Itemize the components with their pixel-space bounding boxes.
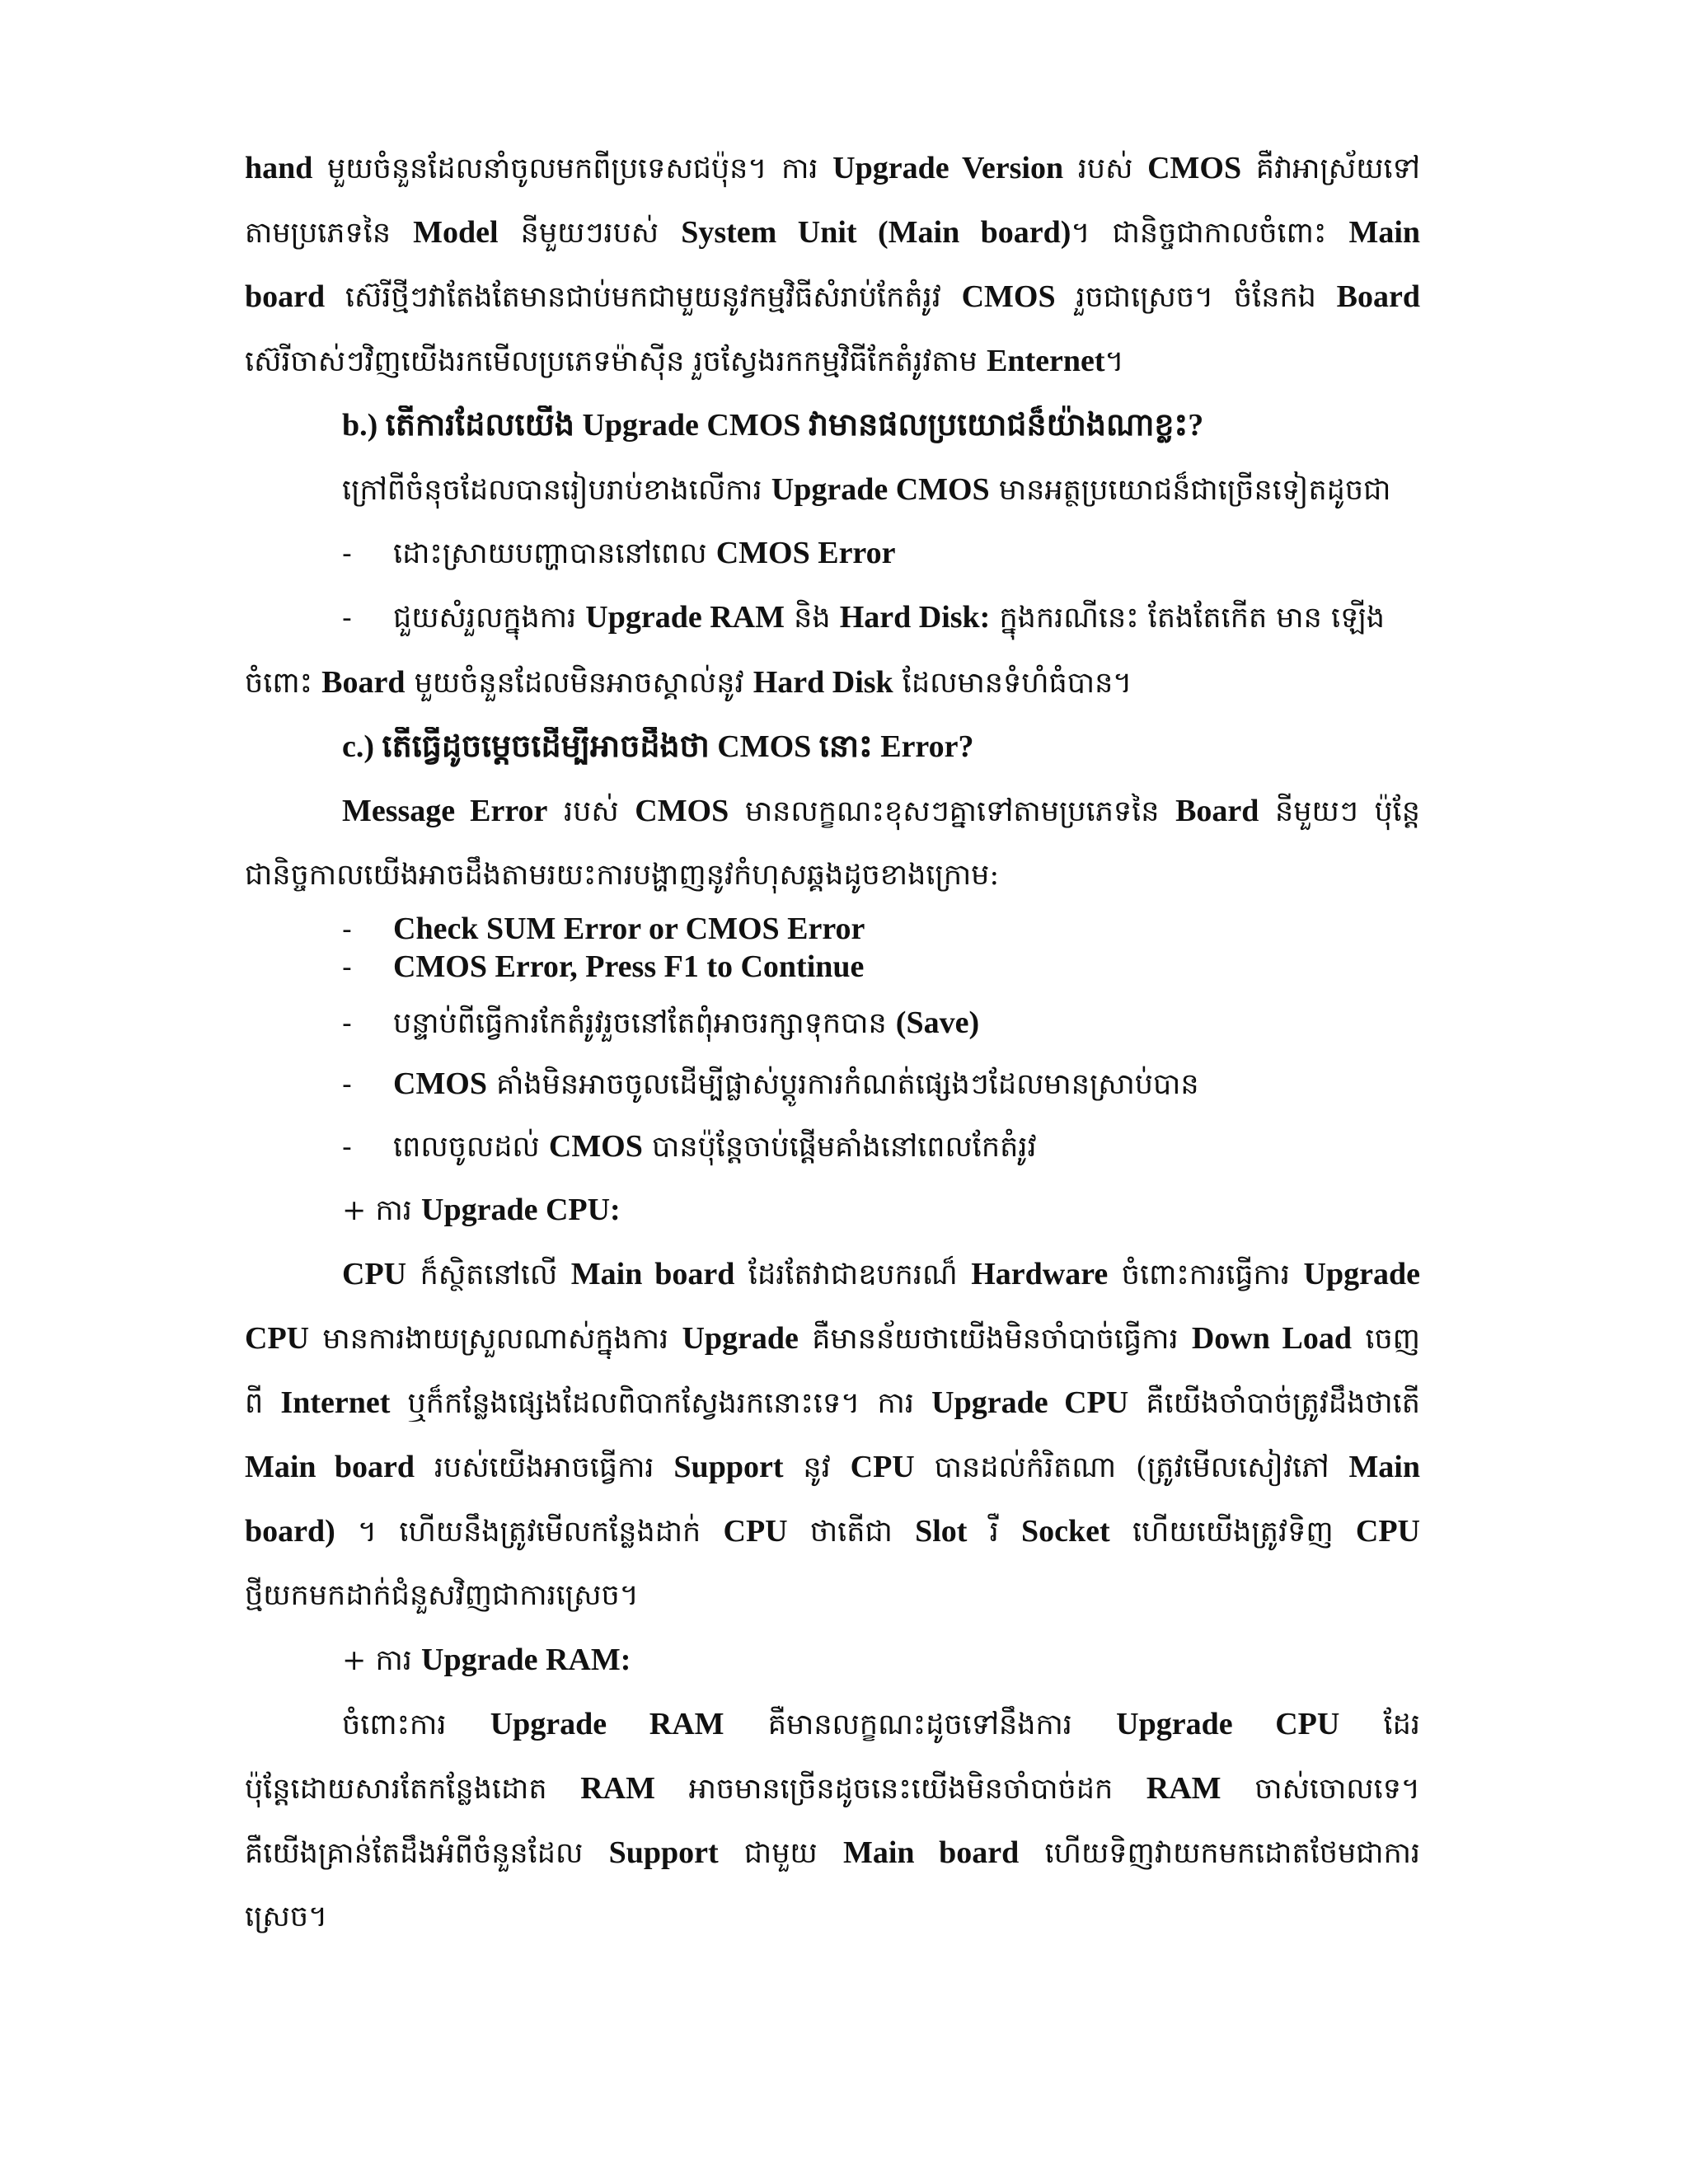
- bold-text-run: CPU: [723, 1514, 788, 1549]
- bold-text-run: CPU: [342, 1257, 407, 1291]
- bold-text-run: Hard Disk: [753, 665, 893, 700]
- text-run: ស៊េរីថ្មីៗវាតែងតែមានជាប់មកជាមួយនូវកម្មវិធីសំរាប់កែតំរូវ: [325, 281, 962, 314]
- bold-text-run: Hard Disk:: [839, 600, 991, 635]
- text-run: ចេញ: [1352, 1323, 1420, 1356]
- text-run: ដែលមានទំហំធំបាន។: [893, 667, 1132, 700]
- bold-text-run: Enternet: [987, 344, 1105, 378]
- text-run: គឺមានន័យថាយើងមិនចាំបាច់ធ្វើការ: [798, 1323, 1192, 1356]
- bold-text-run: Upgrade: [1303, 1257, 1420, 1291]
- text-run: ដែរតែវាជាឧបករណ៏: [734, 1258, 972, 1291]
- text-run: នូវ: [783, 1451, 851, 1484]
- section-heading-cpu: [342, 1190, 1420, 1230]
- bullet-dash: -: [342, 1131, 352, 1164]
- text-run: + ការ: [342, 1644, 422, 1677]
- text-run: ស្រេច។: [245, 1900, 328, 1933]
- text-run: ពេលចូលដល់: [393, 1131, 549, 1164]
- paragraph-line: [342, 1704, 1420, 1745]
- text-run: មួយចំនួនដែលនាំចូលមកពីប្រទេសជប៉ុន។ ការ: [312, 152, 833, 185]
- bullet-text: [393, 951, 864, 984]
- bold-text-run: System Unit (Main board): [681, 215, 1071, 250]
- bullet-text: [393, 602, 1385, 635]
- bullet-item: [342, 1127, 1420, 1166]
- bullet-text: [393, 913, 865, 946]
- bold-text-run: Board: [1336, 279, 1420, 314]
- text-run: នីមួយៗ ប៉ុន្តែ: [1259, 795, 1420, 828]
- paragraph-line: [245, 1511, 1420, 1552]
- text-run: និង: [785, 602, 840, 635]
- text-run: ចំពោះការធ្វើការ: [1108, 1258, 1304, 1291]
- paragraph-line: [245, 1447, 1420, 1488]
- paragraph-line: [245, 1897, 1420, 1937]
- text-run: ក្រៅពីចំនុចដែលបានរៀបរាប់ខាងលើការ: [342, 474, 771, 507]
- bold-text-run: Upgrade RAM: [585, 600, 785, 635]
- text-run: ។ ជានិច្ចជាកាលចំពោះ: [1071, 217, 1349, 250]
- bold-text-run: Support: [673, 1450, 784, 1484]
- bold-text-run: CMOS: [1147, 151, 1242, 185]
- bold-text-run: Upgrade CPU: [1116, 1707, 1340, 1741]
- text-run: ជានិច្ចកាលយើងអាចដឹងតាមរយះការបង្ហាញនូវកំហុសឆ្គងដូចខាងក្រោម:: [245, 859, 1000, 892]
- bold-text-run: Main: [1348, 1450, 1420, 1484]
- bold-text-run: Upgrade CMOS: [771, 472, 990, 507]
- bold-text-run: Hardware: [971, 1257, 1109, 1291]
- text-run: អាចមានច្រើនដូចនេះយើងមិនចាំបាច់ដក: [654, 1773, 1146, 1806]
- text-run: គាំងមិនអាចចូលដើម្បីផ្លាស់ប្តូរការកំណត់ផ្សេងៗដែលមានស្រាប់បាន: [487, 1068, 1199, 1101]
- bold-text-run: Main board: [245, 1450, 415, 1484]
- paragraph-line: [245, 663, 1420, 703]
- text-run: ឬក៏កន្លែងផ្សេងដែលពិបាកស្វែងរកនោះទេ។ ការ: [390, 1387, 932, 1420]
- bullet-item: [342, 1065, 1420, 1104]
- bullet-item: [342, 1004, 1420, 1043]
- text-run: រួចជាស្រេច។ ចំនែកឯ: [1055, 281, 1337, 314]
- paragraph-line: [245, 855, 1420, 895]
- paragraph-line: [245, 277, 1420, 317]
- text-run: ដោះស្រាយបញ្ហាបាននៅពេល: [393, 537, 716, 570]
- text-run: នីមួយៗរបស់: [498, 217, 682, 250]
- text-run: គឺមានលក្ខណះដូចទៅនឹងការ: [724, 1708, 1117, 1741]
- text-run: បានប៉ុន្តែចាប់ផ្តើមគាំងនៅពេលកែតំរូវ: [642, 1131, 1037, 1164]
- bold-text-run: Main board: [570, 1257, 735, 1291]
- bold-text-run: Upgrade CPU: [931, 1385, 1129, 1420]
- text-run: ជួយសំរួលក្នុងការ: [393, 602, 586, 635]
- text-run: ដែរ: [1339, 1708, 1420, 1741]
- text-run: ថ្មីយកមកដាក់ជំនួសវិញជាការស្រេច។: [245, 1579, 639, 1612]
- bold-text-run: CMOS: [548, 1129, 643, 1164]
- section-heading-ram: [342, 1640, 1420, 1680]
- paragraph-line: [245, 1576, 1420, 1615]
- bold-text-run: Upgrade RAM: [490, 1707, 724, 1741]
- bold-text-run: Check SUM Error or CMOS Error: [393, 912, 865, 946]
- text-run: ស៊េរីចាស់ៗវិញយើងរកមើលប្រភេទម៉ាស៊ីន រួចស្វែងរកកម្មវិធីកែតំរូវតាម: [245, 345, 987, 378]
- bold-text-run: board): [245, 1514, 335, 1549]
- bold-text-run: Support: [608, 1835, 719, 1870]
- bold-text-run: CMOS: [635, 794, 729, 828]
- bullet-text: [393, 1131, 1037, 1164]
- bullet-dash: -: [342, 1068, 352, 1101]
- bold-text-run: RAM: [580, 1771, 655, 1806]
- bullet-text: [393, 1007, 979, 1040]
- text-run: ពី: [245, 1387, 281, 1420]
- bold-text-run: hand: [245, 151, 313, 185]
- bold-text-run: Model: [413, 215, 499, 250]
- text-run: របស់យើងអាចធ្វើការ: [414, 1451, 674, 1484]
- section-heading-b: [342, 405, 1420, 446]
- paragraph-line: [342, 1254, 1420, 1295]
- text-run: ជាមួយ: [718, 1837, 843, 1870]
- bullet-item: [342, 949, 1420, 985]
- text-run: ចំពោះ: [245, 667, 322, 700]
- bold-text-run: Socket: [1021, 1514, 1110, 1549]
- bold-text-run: c.) តើធ្វើដូចម្តេចដើម្បីអាចដឹងថា CMOS នោះ Error?: [342, 729, 974, 764]
- paragraph-line: [245, 1769, 1420, 1809]
- bold-text-run: Upgrade CPU:: [421, 1193, 621, 1227]
- paragraph-line: [245, 1383, 1420, 1423]
- text-run: គឺយើងគ្រាន់តែដឹងអំពីចំនួនដែល: [245, 1837, 609, 1870]
- text-run: បានដល់កំរិតណា (ត្រូវមើលសៀវភៅ: [914, 1451, 1349, 1484]
- text-run: គឺវាអាស្រ័យទៅ: [1241, 152, 1420, 185]
- paragraph-line: [342, 791, 1420, 832]
- text-run: ។: [1104, 345, 1124, 378]
- text-run: គឺយើងចាំបាច់ត្រូវដឹងថាតើ: [1128, 1387, 1420, 1420]
- text-run: ប៉ុន្តែដោយសារតែកន្លែងដោត: [245, 1773, 581, 1806]
- text-run: + ការ: [342, 1194, 422, 1227]
- bold-text-run: Upgrade: [682, 1321, 799, 1356]
- bold-text-run: CPU: [1355, 1514, 1420, 1549]
- bold-text-run: CPU: [245, 1321, 310, 1356]
- bullet-text: [393, 537, 895, 570]
- bullet-dash: -: [342, 602, 352, 635]
- bullet-dash: -: [342, 537, 352, 570]
- bullet-dash: -: [342, 913, 352, 946]
- bold-text-run: RAM: [1146, 1771, 1221, 1806]
- paragraph-line: [245, 1833, 1420, 1873]
- bullet-item: [342, 598, 1420, 637]
- bullet-dash: -: [342, 1007, 352, 1040]
- text-run: បន្ទាប់ពីធ្វើការកែតំរូវរួចនៅតែពុំអាចរក្សាទុកបាន: [393, 1007, 896, 1040]
- paragraph-line: [245, 148, 1420, 189]
- bold-text-run: Board: [321, 665, 406, 700]
- bullet-item: [342, 534, 1420, 573]
- paragraph-line: [245, 213, 1420, 253]
- bold-text-run: CMOS Error: [715, 536, 896, 570]
- text-run: ចាស់ចោលទេ។: [1221, 1773, 1420, 1806]
- bold-text-run: (Save): [895, 1005, 980, 1040]
- text-run: ។ ហើយនឹងត្រូវមើលកន្លែងដាក់: [335, 1516, 724, 1549]
- paragraph-line: [342, 470, 1420, 510]
- bold-text-run: b.) តើការដែលយើង Upgrade CMOS វាមានផលប្រយោជន៏យ៉ាងណាខ្លះ?: [342, 408, 1204, 443]
- bold-text-run: CMOS: [393, 1066, 487, 1101]
- text-run: មានការងាយស្រួលណាស់ក្នុងការ: [309, 1323, 682, 1356]
- text-run: មានអត្ថប្រយោជន៏ជាច្រើនទៀតដូចជា: [989, 474, 1391, 507]
- text-run: របស់: [547, 795, 635, 828]
- text-run: តាមប្រភេទនៃ: [245, 217, 414, 250]
- bold-text-run: Slot: [915, 1514, 968, 1549]
- text-run: ហើយយើងត្រូវទិញ: [1109, 1516, 1356, 1549]
- bullet-text: [393, 1068, 1199, 1101]
- text-run: មួយចំនួនដែលមិនអាចស្គាល់នូវ: [405, 667, 753, 700]
- section-heading-c: [342, 727, 1420, 767]
- text-run: ក៏ស្ថិតនៅលើ: [406, 1258, 571, 1291]
- bold-text-run: Message Error: [342, 794, 548, 828]
- bold-text-run: CMOS Error, Press F1 to Continue: [393, 949, 865, 984]
- bold-text-run: Upgrade RAM:: [421, 1643, 631, 1677]
- text-run: ហើយទិញវាយកមកដោតថែមជាការ: [1019, 1837, 1420, 1870]
- bold-text-run: Internet: [280, 1385, 391, 1420]
- bullet-dash: -: [342, 951, 352, 984]
- text-run: មានលក្ខណះខុសៗគ្នាទៅតាមប្រភេទនៃ: [729, 795, 1176, 828]
- bold-text-run: CMOS: [961, 279, 1056, 314]
- text-run: ចំពោះការ: [342, 1708, 490, 1741]
- text-run: រឺ: [967, 1516, 1022, 1549]
- text-run: របស់: [1063, 152, 1148, 185]
- bullet-item: [342, 912, 1420, 947]
- bold-text-run: Main: [1348, 215, 1420, 250]
- bold-text-run: Down Load: [1191, 1321, 1353, 1356]
- paragraph-line: [245, 341, 1420, 382]
- text-run: ថាតើជា: [787, 1516, 916, 1549]
- bold-text-run: Main board: [843, 1835, 1020, 1870]
- bold-text-run: Board: [1175, 794, 1259, 828]
- bold-text-run: CPU: [850, 1450, 915, 1484]
- bold-text-run: board: [245, 279, 326, 314]
- text-run: ក្នុងករណីនេះ តែងតែកើត មាន ឡើង: [990, 602, 1385, 635]
- bold-text-run: Upgrade Version: [832, 151, 1064, 185]
- paragraph-line: [245, 1319, 1420, 1359]
